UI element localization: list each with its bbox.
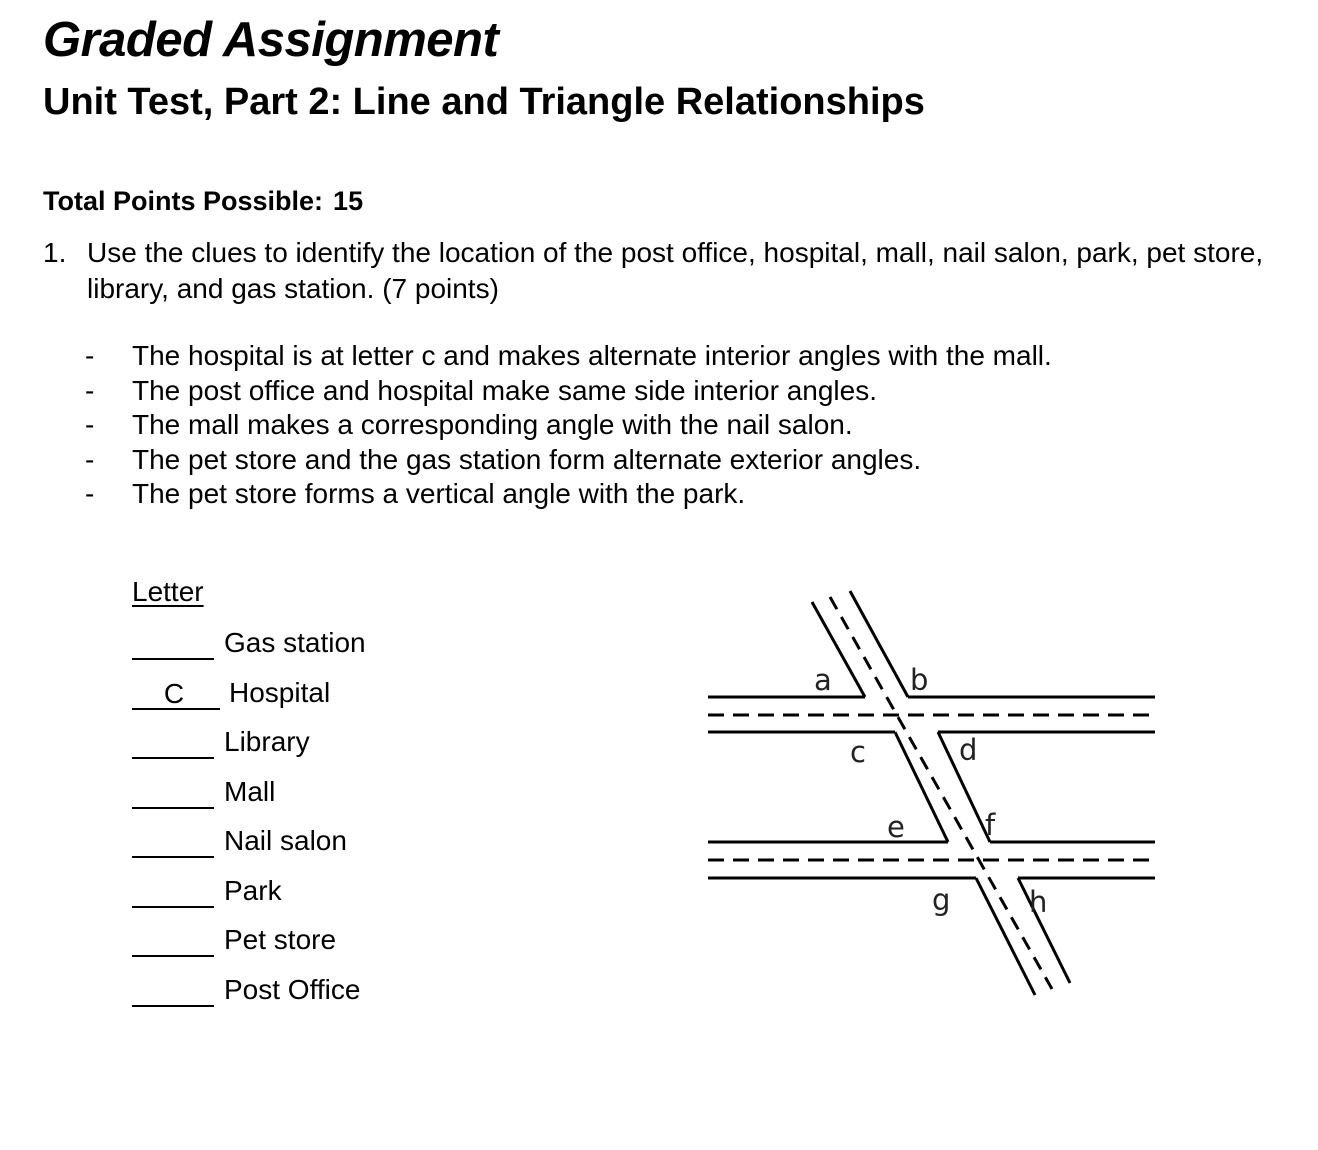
total-points-value: 15 [333, 186, 364, 216]
angle-label-a: a [814, 663, 832, 697]
answer-row-mall [132, 771, 432, 821]
top-street [708, 697, 1155, 732]
answer-label: Mall [224, 775, 276, 807]
diagonal-street [812, 591, 1070, 995]
letter-column-header: Letter [132, 576, 204, 607]
answer-label: Nail salon [224, 825, 347, 856]
answer-row-gas-station [132, 622, 432, 672]
angle-label-e: e [887, 810, 905, 844]
answer-blank[interactable] [132, 878, 214, 908]
question-text: Use the clues to identify the location of the post office, hospital, mall, nail salon, park, pet store, library, and gas station. (7 points) [87, 237, 1264, 304]
answer-label: Library [224, 726, 310, 757]
answer-label: Pet store [224, 924, 337, 955]
angle-label-d: d [959, 733, 978, 767]
clue-bullet: - [85, 340, 95, 371]
answer-blank[interactable] [132, 729, 214, 759]
clue-text: The pet store and the gas station form alternate exterior angles. [132, 443, 922, 475]
answer-blank[interactable] [132, 927, 214, 957]
answer-row-nail-salon [132, 820, 432, 870]
answer-row-hospital [132, 672, 432, 722]
answer-blank[interactable] [132, 828, 214, 858]
answer-label: Park [224, 874, 282, 906]
answer-blank[interactable] [132, 779, 214, 809]
clue-bullet: - [85, 478, 95, 509]
clue-text: The post office and hospital make same side interior angles. [132, 374, 878, 406]
answer-label: Hospital [229, 676, 331, 708]
clue-item [85, 339, 1235, 374]
answer-row-park [132, 870, 432, 920]
total-points-label: Total Points Possible: [43, 186, 324, 216]
answer-value: C [163, 677, 185, 709]
clue-item [85, 374, 1235, 409]
answer-blank[interactable] [132, 977, 214, 1007]
answer-blank[interactable] [132, 630, 214, 660]
angle-label-c: c [850, 735, 866, 769]
clue-list [85, 339, 1235, 512]
clue-bullet: - [85, 409, 95, 440]
angle-label-b: b [910, 663, 929, 697]
street-map-diagram [700, 585, 1170, 1005]
question-number: 1. [43, 237, 67, 268]
diagonal-center-line [830, 597, 1052, 989]
answer-label: Post Office [224, 973, 361, 1005]
answer-label: Gas station [224, 627, 366, 658]
clue-item [85, 477, 1235, 512]
clue-text: The hospital is at letter c and makes alternate interior angles with the mall. [132, 340, 1052, 371]
clue-bullet: - [85, 374, 95, 406]
clue-text: The mall makes a corresponding angle with the nail salon. [132, 409, 853, 440]
clue-text: The pet store forms a vertical angle with the park. [132, 478, 746, 509]
answer-list [132, 622, 432, 1018]
answer-row-post-office [132, 969, 432, 1019]
clue-item [85, 408, 1235, 443]
angle-label-f: f [985, 808, 996, 842]
total-points [43, 185, 363, 217]
angle-label-h: h [1029, 885, 1048, 919]
answer-row-pet-store [132, 919, 432, 969]
assignment-title: Graded Assignment [43, 13, 499, 67]
angle-label-g: g [932, 883, 951, 917]
bottom-street [708, 842, 1155, 878]
clue-item [85, 443, 1235, 478]
answer-blank[interactable] [132, 677, 220, 710]
answer-row-library [132, 721, 432, 771]
question-1 [43, 235, 1293, 307]
unit-test-subtitle: Unit Test, Part 2: Line and Triangle Relationships [43, 81, 925, 123]
clue-bullet: - [85, 443, 95, 475]
